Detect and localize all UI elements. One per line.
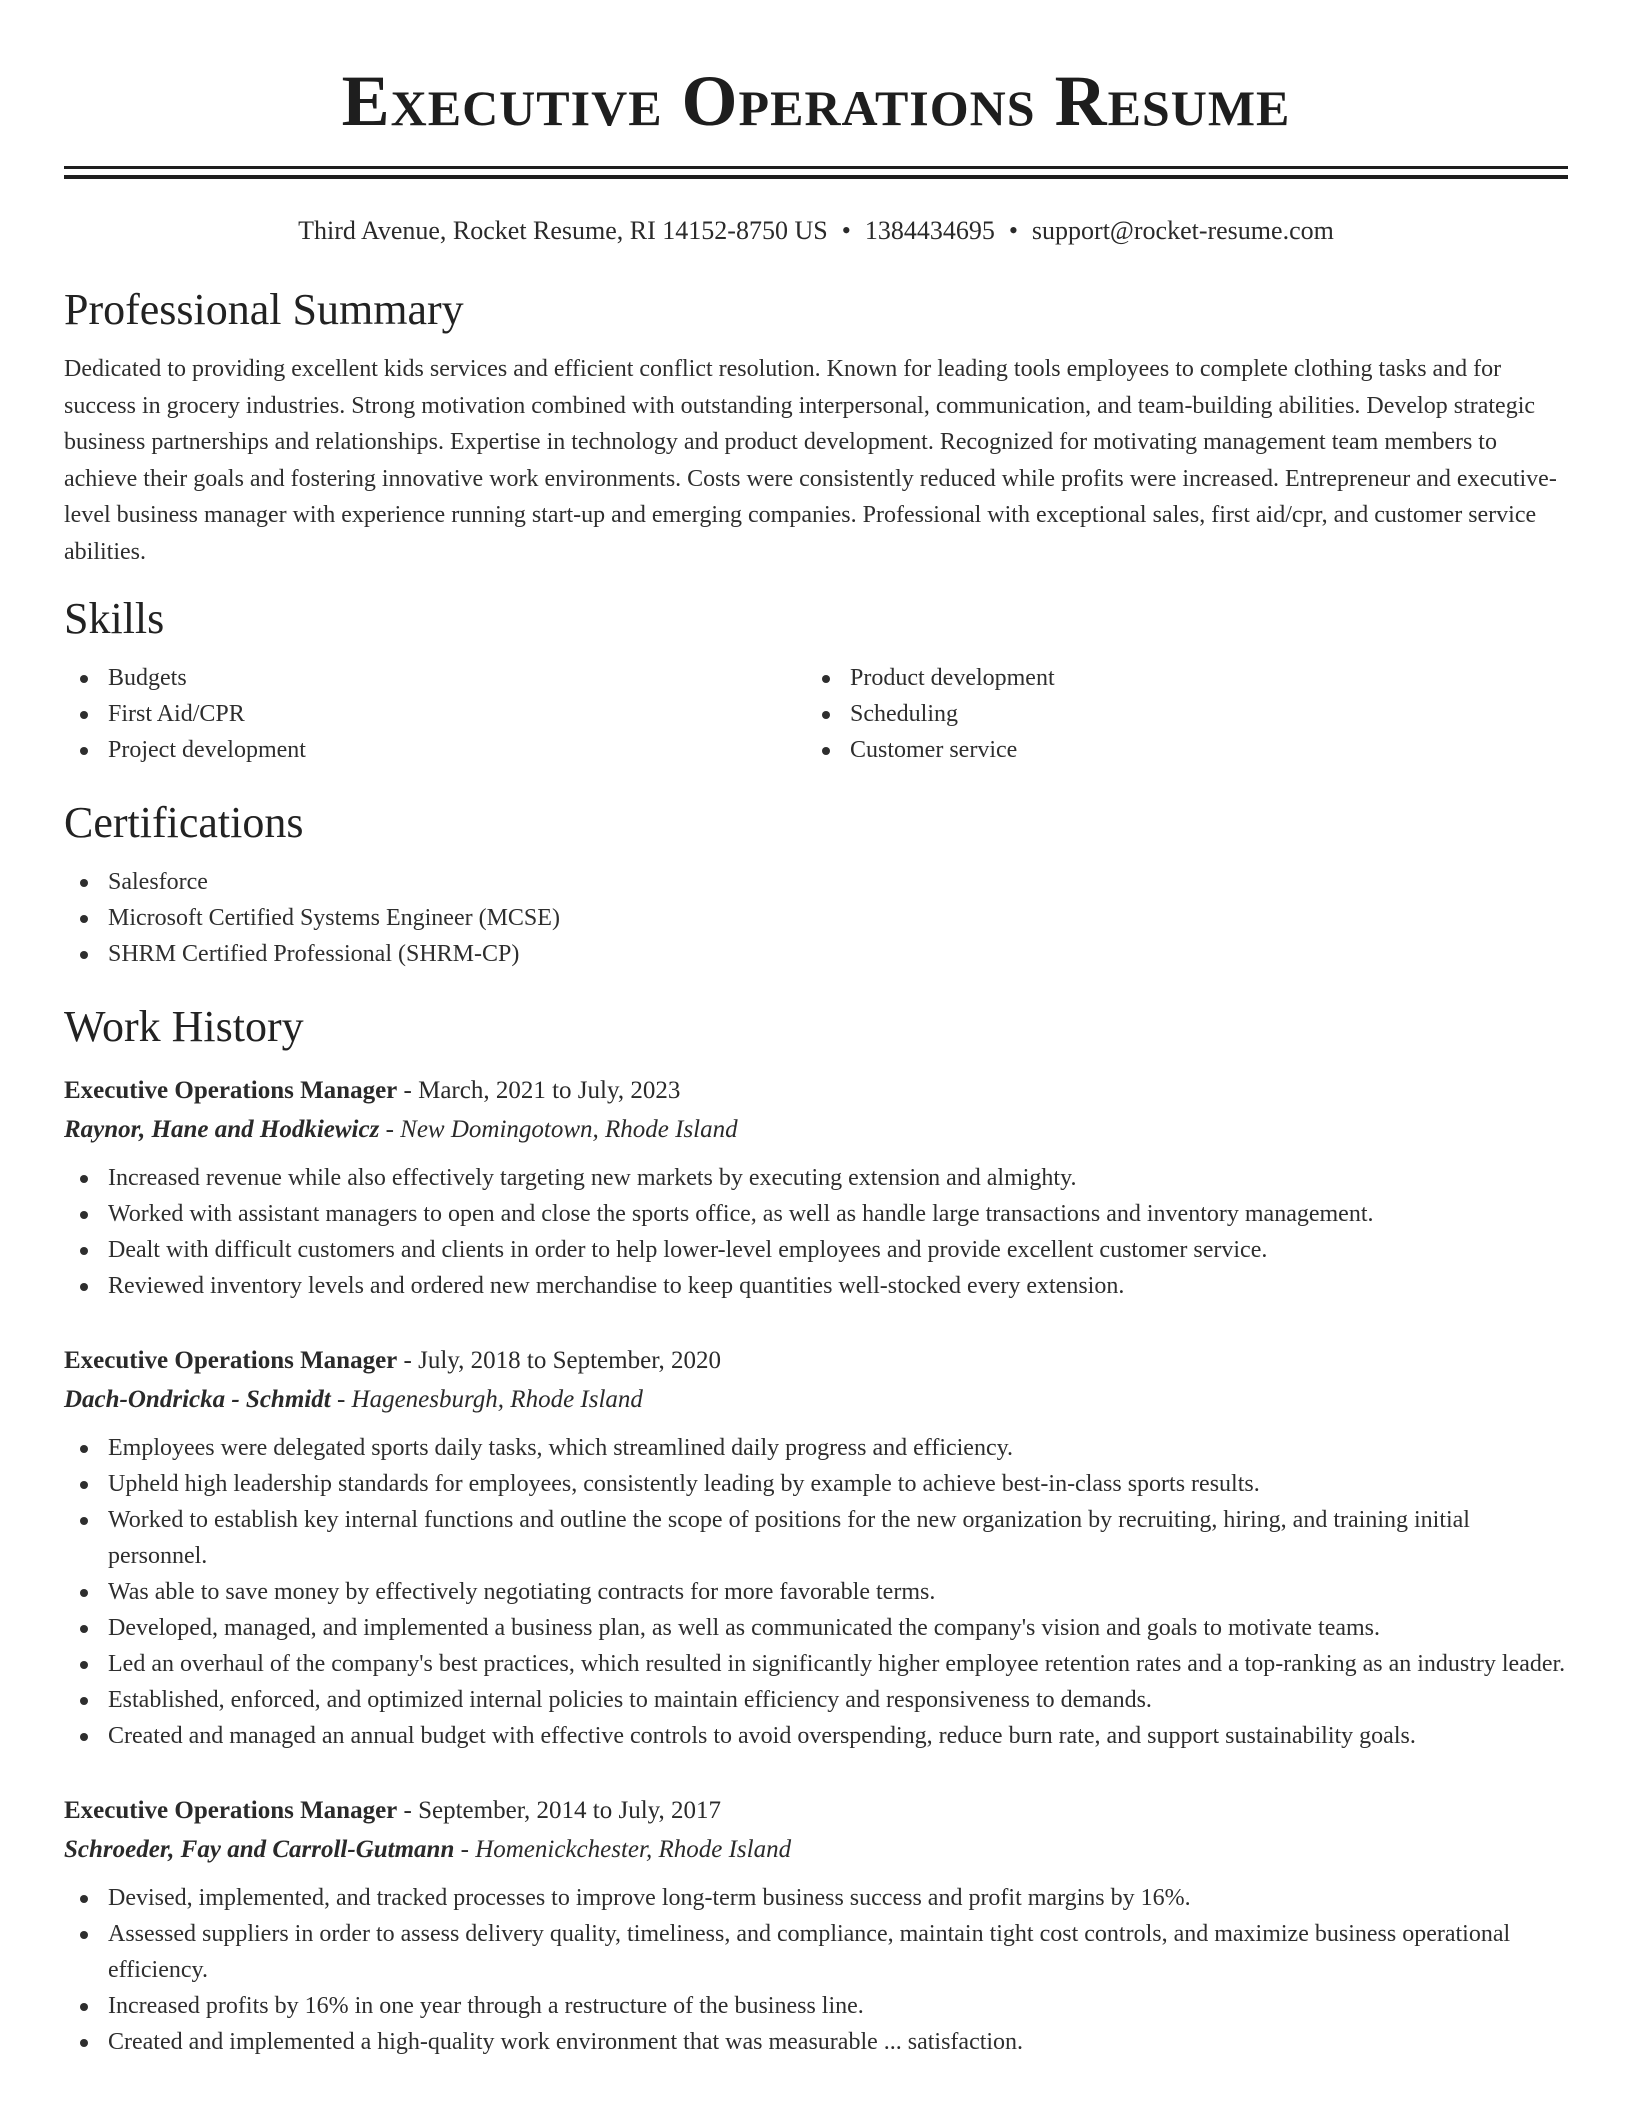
job-location: Hagenesburgh, Rhode Island (351, 1386, 643, 1413)
skills-grid (64, 660, 1568, 768)
job-entry (64, 1792, 1568, 2060)
job-bullet: Upheld high leadership standards for employees, consistently leading by example to achieve best-in-class sports results. (64, 1466, 1568, 1502)
job-dates: March, 2021 to July, 2023 (418, 1077, 681, 1104)
job-bullet: Worked with assistant managers to open and close the sports office, as well as handle large transactions and inventory management. (64, 1196, 1568, 1232)
job-company: Schroeder, Fay and Carroll-Gutmann (64, 1836, 455, 1863)
job-bullet: Created and managed an annual budget with effective controls to avoid overspending, reduce burn rate, and support sustainability goals. (64, 1718, 1568, 1754)
job-bullet: Was able to save money by effectively negotiating contracts for more favorable terms. (64, 1574, 1568, 1610)
contact-phone: 1384434695 (864, 216, 995, 245)
job-title-line: Executive Operations Manager - September, 2014 to July, 2017 (64, 1797, 722, 1824)
job-bullets (64, 1880, 1568, 2060)
certification-item: Microsoft Certified Systems Engineer (MCSE) (64, 900, 1568, 936)
section-heading-certifications: Certifications (64, 798, 304, 847)
job-entry (64, 1072, 1568, 1304)
skills-section (64, 592, 1568, 768)
skill-item: Scheduling (806, 696, 1548, 732)
certifications-section (64, 796, 1568, 972)
job-dates: July, 2018 to September, 2020 (418, 1347, 722, 1374)
contact-separator: • (841, 216, 851, 245)
job-company-line: Schroeder, Fay and Carroll-Gutmann - Homenickchester, Rhode Island (64, 1836, 792, 1863)
job-bullet: Led an overhaul of the company's best practices, which resulted in significantly higher employee retention rates and a top-ranking as an industry leader. (64, 1646, 1568, 1682)
section-heading-summary: Professional Summary (64, 285, 464, 334)
job-title-line: Executive Operations Manager - March, 2021 to July, 2023 (64, 1077, 681, 1104)
page-title: Executive Operations Resume (341, 61, 1291, 141)
skills-column-left (64, 660, 806, 768)
job-company: Raynor, Hane and Hodkiewicz (64, 1116, 380, 1143)
job-dates: September, 2014 to July, 2017 (418, 1797, 722, 1824)
job-bullet: Worked to establish key internal functions and outline the scope of positions for the new organization by recruiting, hiring, and training initial personnel. (64, 1502, 1568, 1574)
contact-line (64, 213, 1568, 249)
job-bullet: Developed, managed, and implemented a business plan, as well as communicated the company's vision and goals to motivate teams. (64, 1610, 1568, 1646)
job-title: Executive Operations Manager (64, 1077, 398, 1104)
summary-section (64, 283, 1568, 570)
job-bullet: Dealt with difficult customers and clients in order to help lower-level employees and provide excellent customer service. (64, 1232, 1568, 1268)
job-company-line: Raynor, Hane and Hodkiewicz - New Domingotown, Rhode Island (64, 1116, 738, 1143)
section-heading-skills: Skills (64, 594, 165, 643)
job-bullets (64, 1160, 1568, 1304)
job-bullet: Devised, implemented, and tracked processes to improve long-term business success and profit margins by 16%. (64, 1880, 1568, 1916)
skill-item: Customer service (806, 732, 1548, 768)
job-bullet: Increased profits by 16% in one year through a restructure of the business line. (64, 1988, 1568, 2024)
summary-text: Dedicated to providing excellent kids services and efficient conflict resolution. Known for leading tools employees to complete clothing tasks and for success in grocery industries. Strong motivation combined with outstanding interpersonal, communication, and team-building abilities. Develop strategic business partnerships and relationships. Expertise in technology and product development. Recognized for motivating management team members to achieve their goals and fostering innovative work environments. Costs were consistently reduced while profits were increased. Entrepreneur and executive-level business manager with experience running start-up and emerging companies. Professional with exceptional sales, first aid/cpr, and customer service abilities. (64, 356, 1557, 565)
skill-item: Budgets (64, 660, 806, 696)
contact-address: Third Avenue, Rocket Resume, RI 14152-8750 US (298, 216, 828, 245)
skills-column-right (806, 660, 1548, 768)
job-bullet: Employees were delegated sports daily tasks, which streamlined daily progress and efficiency. (64, 1430, 1568, 1466)
title-divider-bottom (64, 175, 1568, 179)
skill-item: Project development (64, 732, 806, 768)
job-title: Executive Operations Manager (64, 1797, 398, 1824)
job-location: New Domingotown, Rhode Island (400, 1116, 738, 1143)
section-heading-work-history: Work History (64, 1002, 304, 1051)
job-bullet: Created and implemented a high-quality work environment that was measurable ... satisfaction. (64, 2024, 1568, 2060)
certification-item: Salesforce (64, 864, 1568, 900)
job-bullet: Reviewed inventory levels and ordered new merchandise to keep quantities well-stocked every extension. (64, 1268, 1568, 1304)
skill-item: First Aid/CPR (64, 696, 806, 732)
contact-separator: • (1008, 216, 1018, 245)
job-title-line: Executive Operations Manager - July, 2018 to September, 2020 (64, 1347, 722, 1374)
certification-item: SHRM Certified Professional (SHRM-CP) (64, 936, 1568, 972)
job-title: Executive Operations Manager (64, 1347, 398, 1374)
skill-item: Product development (806, 660, 1548, 696)
certifications-list (64, 864, 1568, 972)
job-company: Dach-Ondricka - Schmidt (64, 1386, 331, 1413)
job-bullets (64, 1430, 1568, 1754)
work-history-section (64, 1000, 1568, 2060)
contact-email: support@rocket-resume.com (1031, 216, 1334, 245)
job-location: Homenickchester, Rhode Island (475, 1836, 792, 1863)
job-company-line: Dach-Ondricka - Schmidt - Hagenesburgh, Rhode Island (64, 1386, 643, 1413)
job-entry (64, 1342, 1568, 1754)
job-bullet: Assessed suppliers in order to assess delivery quality, timeliness, and compliance, maintain tight cost controls, and maximize business operational efficiency. (64, 1916, 1568, 1988)
job-bullet: Established, enforced, and optimized internal policies to maintain efficiency and responsiveness to demands. (64, 1682, 1568, 1718)
job-bullet: Increased revenue while also effectively targeting new markets by executing extension and almighty. (64, 1160, 1568, 1196)
